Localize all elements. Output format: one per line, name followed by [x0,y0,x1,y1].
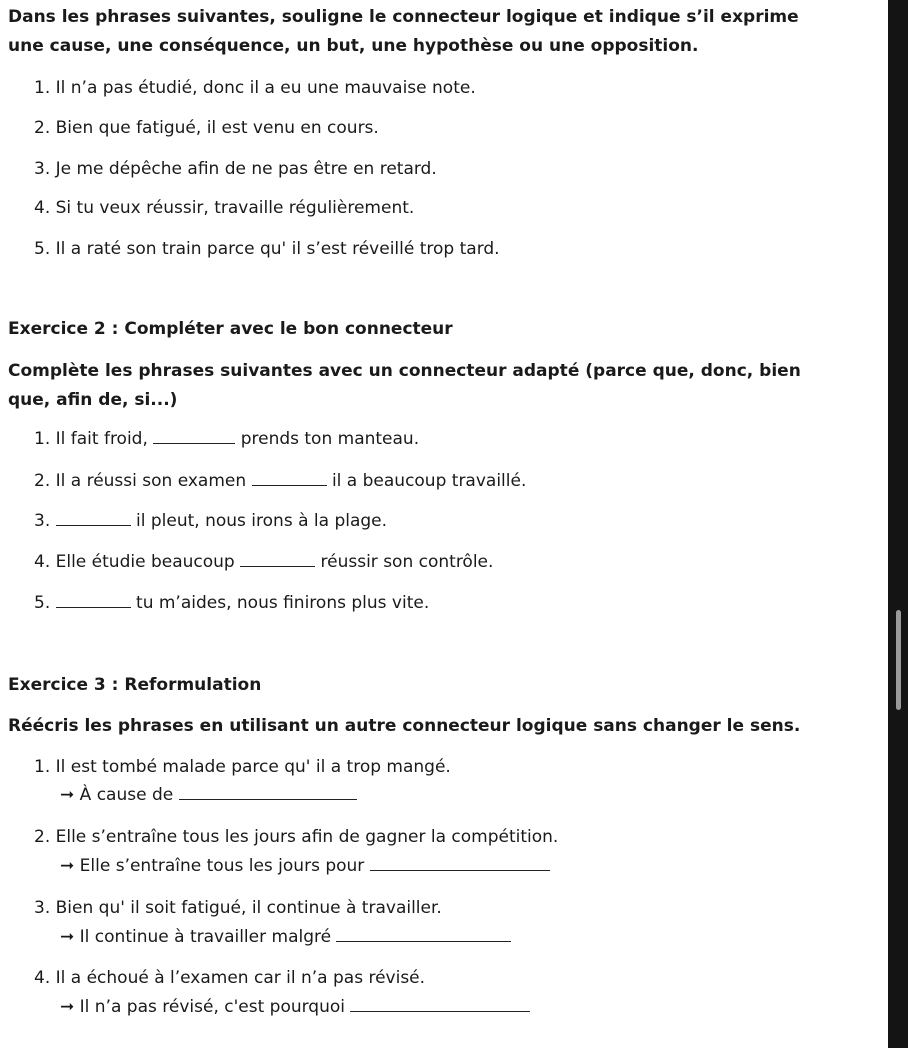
ex2-item-4 [34,551,493,573]
scrollbar-thumb[interactable] [896,610,901,710]
ex3-item-3-sentence: 3. Bien qu' il soit fatigué, il continue à travailler. [34,898,442,918]
ex2-item-5 [34,592,429,614]
ex2-item-3-after: il pleut, nous irons à la plage. [130,511,388,531]
ex2-title: Exercice 2 : Compléter avec le bon connecteur [8,319,453,339]
ex1-item-5: 5. Il a raté son train parce qu' il s’est réveillé trop tard. [34,239,500,259]
ex2-item-1-before: 1. Il fait froid, [34,429,154,449]
ex3-item-1-sentence: 1. Il est tombé malade parce qu' il a trop mangé. [34,757,451,777]
ex2-item-4-after: réussir son contrôle. [315,552,494,572]
ex1-item-2: 2. Bien que fatigué, il est venu en cours. [34,118,379,138]
ex2-instruction-line1: Complète les phrases suivantes avec un connecteur adapté (parce que, donc, bien [8,361,801,381]
ex1-instruction-line1: Dans les phrases suivantes, souligne le connecteur logique et indique s’il exprime [8,7,799,27]
arrow-right-icon: ➞ [60,785,75,805]
ex3-item-4-sentence: 4. Il a échoué à l’examen car il n’a pas révisé. [34,968,426,988]
ex3-item-2-blank [370,856,550,871]
ex1-item-4: 4. Si tu veux réussir, travaille régulièrement. [34,198,415,218]
ex3-item-3-prompt: Il continue à travailler malgré [79,927,337,947]
ex3-title: Exercice 3 : Reformulation [8,675,262,695]
ex3-item-4-prompt: Il n’a pas révisé, c'est pourquoi [79,997,351,1017]
ex2-item-1-after: prends ton manteau. [235,429,420,449]
ex3-item-2-answer [60,855,550,877]
ex3-item-2-sentence: 2. Elle s’entraîne tous les jours afin de gagner la compétition. [34,827,559,847]
ex1-instruction-line2: une cause, une conséquence, un but, une hypothèse ou une opposition. [8,36,699,56]
arrow-right-icon: ➞ [60,856,75,876]
ex3-item-1-answer [60,784,357,806]
ex3-item-4-answer [60,996,530,1018]
ex2-item-4-before: 4. Elle étudie beaucoup [34,552,241,572]
ex2-item-1-blank [153,429,235,444]
arrow-right-icon: ➞ [60,997,75,1017]
ex3-item-2-prompt: Elle s’entraîne tous les jours pour [79,856,370,876]
ex3-item-4-blank [350,997,530,1012]
ex2-item-3 [34,510,387,532]
ex2-item-2-before: 2. Il a réussi son examen [34,471,252,491]
ex1-item-1: 1. Il n’a pas étudié, donc il a eu une mauvaise note. [34,78,476,98]
ex2-item-2 [34,470,526,492]
ex2-item-5-after: tu m’aides, nous finirons plus vite. [130,593,430,613]
ex2-item-3-blank [56,511,131,526]
ex2-item-3-before: 3. [34,511,56,531]
ex2-instruction-line2: que, afin de, si...) [8,390,178,410]
ex2-item-5-before: 5. [34,593,56,613]
ex3-instruction: Réécris les phrases en utilisant un autre connecteur logique sans changer le sens. [8,716,801,736]
ex2-item-4-blank [240,552,315,567]
ex3-item-3-answer [60,926,511,948]
ex2-item-5-blank [56,593,131,608]
scrollbar-track[interactable] [888,0,908,1048]
ex3-item-3-blank [336,927,511,942]
ex3-item-1-prompt: À cause de [79,785,179,805]
ex3-item-1-blank [179,785,357,800]
ex2-item-2-blank [252,471,327,486]
ex1-item-3: 3. Je me dépêche afin de ne pas être en retard. [34,159,437,179]
arrow-right-icon: ➞ [60,927,75,947]
ex2-item-1 [34,428,419,450]
ex2-item-2-after: il a beaucoup travaillé. [326,471,527,491]
